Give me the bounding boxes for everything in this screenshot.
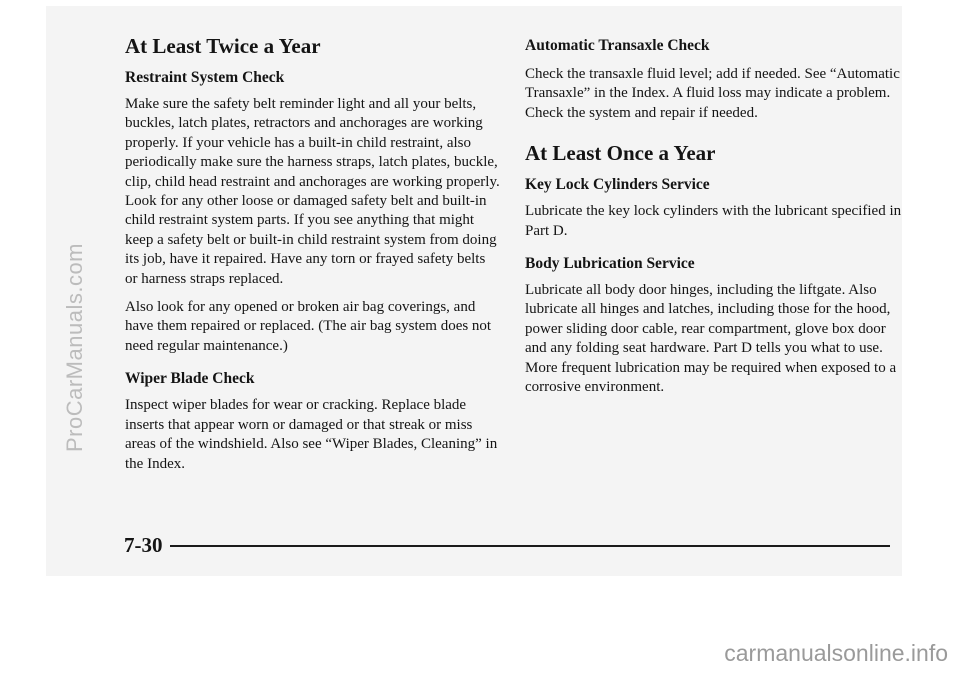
manual-page <box>46 6 902 576</box>
restraint-system-check-paragraph-2: Also look for any opened or broken air bag coverings, and have them repaired or replaced. (The air bag system does not need regular maintenance.) <box>125 299 492 354</box>
wiper-blade-check-paragraph: Inspect wiper blades for wear or cracking. Replace blade inserts that appear worn or damaged or that streak or miss areas of the windshield. Also see “Wiper Blades, Cleaning” in the Index. <box>125 397 498 472</box>
bottom-watermark: carmanualsonline.info <box>724 640 948 666</box>
section-heading-once-a-year: At Least Once a Year <box>525 141 716 166</box>
right-column <box>525 35 905 406</box>
key-lock-cylinders-paragraph: Lubricate the key lock cylinders with the lubricant specified in Part D. <box>525 203 902 239</box>
restraint-system-check-paragraph-1: Make sure the safety belt reminder light and all your belts, buckles, latch plates, retractors and anchorages are working properly. If your vehicle has a built-in child restraint, also periodically make sure the harness straps, latch plates, buckle, clip, child head restraint and anchorages are working properly. Look for any other loose or damaged safety belt and built-in child restraint system parts. If you see anything that might keep a safety belt or built-in child restraint system from doing its job, have it repaired. Have any torn or frayed safety belts or harness straps replaced. <box>125 96 500 287</box>
section-heading-twice-a-year: At Least Twice a Year <box>125 34 321 58</box>
restraint-system-check-title: Restraint System Check <box>125 69 285 86</box>
side-watermark: ProCarManuals.com <box>62 242 87 452</box>
page-number: 7-30 <box>124 533 163 557</box>
left-column <box>125 32 500 483</box>
automatic-transaxle-check-paragraph: Check the transaxle fluid level; add if needed. See “Automatic Transaxle” in the Index. A fluid loss may indicate a problem. Check the system and repair if needed. <box>525 66 900 121</box>
wiper-blade-check-title: Wiper Blade Check <box>125 370 255 388</box>
footer-divider <box>170 545 890 547</box>
automatic-transaxle-check-title: Automatic Transaxle Check <box>525 37 710 54</box>
key-lock-cylinders-title: Key Lock Cylinders Service <box>525 176 710 194</box>
body-lubrication-paragraph: Lubricate all body door hinges, including the liftgate. Also lubricate all hinges and latches, including those for the hood, power sliding door cable, rear compartment, glove box door and any folding seat hardware. Part D tells you what to use. More frequent lubrication may be required when exposed to a corrosive environment. <box>525 282 897 396</box>
body-lubrication-title: Body Lubrication Service <box>525 255 695 273</box>
